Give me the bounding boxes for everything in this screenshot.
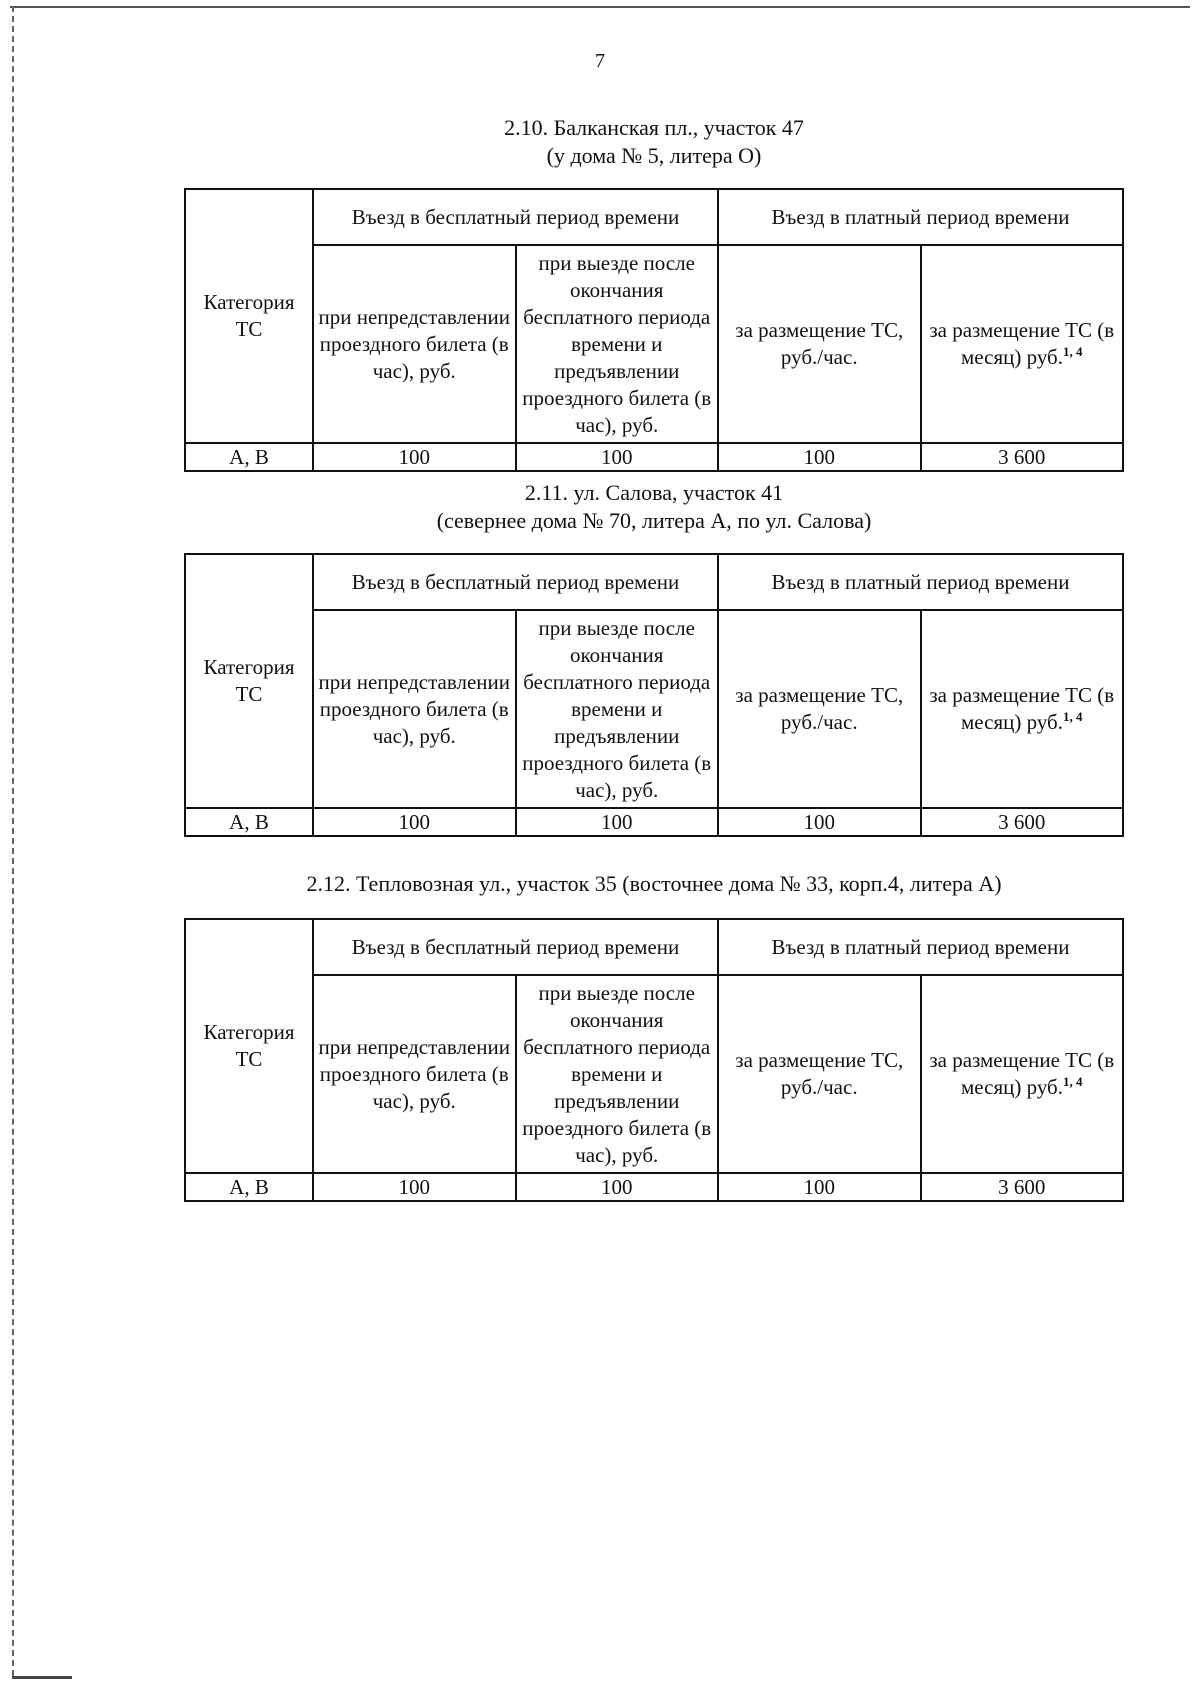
cell-category: А, В [185,443,313,471]
table-subheader-row [185,610,1123,808]
table-row [185,808,1123,836]
tariff-table [184,188,1124,472]
section-title [184,479,1124,535]
cell-free-exit-after: 100 [516,1173,719,1201]
table-row [185,1173,1123,1201]
header-free-exit-after: при выезде после окончания бесплатного периода времени и предъявлении проездного билета (в час), руб. [516,610,719,808]
header-paid-hourly: за размещение ТС, руб./час. [718,610,921,808]
header-paid-monthly-text: за размещение ТС (в месяц) руб. [929,683,1115,734]
header-paid-period: Въезд в платный период времени [718,554,1123,610]
header-free-period: Въезд в бесплатный период времени [313,919,718,975]
table-row [185,443,1123,471]
header-category: Категория ТС [185,554,313,808]
table-subheader-row [185,245,1123,443]
cell-free-no-ticket: 100 [313,1173,516,1201]
header-paid-monthly-text: за размещение ТС (в месяц) руб. [929,1048,1115,1099]
header-paid-period: Въезд в платный период времени [718,919,1123,975]
header-paid-hourly: за размещение ТС, руб./час. [718,975,921,1173]
section-title [184,114,1124,170]
section-title-line-2: (севернее дома № 70, литера А, по ул. Салова) [436,508,872,533]
cell-paid-monthly: 3 600 [921,808,1124,836]
table-header-row [185,189,1123,245]
header-free-no-ticket: при непредставлении проездного билета (в час), руб. [313,975,516,1173]
header-free-exit-after: при выезде после окончания бесплатного периода времени и предъявлении проездного билета (в час), руб. [516,975,719,1173]
cell-free-exit-after: 100 [516,808,719,836]
section-2-11 [184,479,1124,837]
page-border-bottom [12,1676,72,1679]
section-title-line-1: 2.12. Тепловозная ул., участок 35 (восточнее дома № 33, корп.4, литера А) [306,871,1002,896]
cell-category: А, В [185,1173,313,1201]
footnote-marker: 1, 4 [1062,344,1083,359]
header-free-no-ticket: при непредставлении проездного билета (в час), руб. [313,610,516,808]
cell-free-no-ticket: 100 [313,808,516,836]
footnote-marker: 1, 4 [1062,1074,1083,1089]
header-category: Категория ТС [185,189,313,443]
header-paid-monthly-text: за размещение ТС (в месяц) руб. [929,318,1115,369]
header-paid-monthly [921,245,1124,443]
cell-free-no-ticket: 100 [313,443,516,471]
footnote-marker: 1, 4 [1062,709,1083,724]
section-2-12 [184,870,1124,1202]
tariff-table [184,553,1124,837]
cell-paid-hourly: 100 [718,443,921,471]
page-border-left [12,6,14,1676]
section-title-line-1: 2.11. ул. Салова, участок 41 [524,480,784,505]
cell-free-exit-after: 100 [516,443,719,471]
header-free-no-ticket: при непредставлении проездного билета (в час), руб. [313,245,516,443]
table-header-row [185,919,1123,975]
section-title [184,870,1124,898]
header-paid-period: Въезд в платный период времени [718,189,1123,245]
header-paid-hourly: за размещение ТС, руб./час. [718,245,921,443]
header-free-period: Въезд в бесплатный период времени [313,554,718,610]
header-free-period: Въезд в бесплатный период времени [313,189,718,245]
header-free-exit-after: при выезде после окончания бесплатного периода времени и предъявлении проездного билета (в час), руб. [516,245,719,443]
cell-paid-monthly: 3 600 [921,1173,1124,1201]
section-title-line-2: (у дома № 5, литера О) [546,143,762,168]
section-2-10 [184,114,1124,472]
page-number: 7 [595,50,605,72]
cell-paid-hourly: 100 [718,1173,921,1201]
section-title-line-1: 2.10. Балканская пл., участок 47 [504,115,804,140]
cell-paid-monthly: 3 600 [921,443,1124,471]
header-paid-monthly [921,610,1124,808]
table-header-row [185,554,1123,610]
tariff-table [184,918,1124,1202]
page-border-top [10,6,1190,8]
table-subheader-row [185,975,1123,1173]
header-paid-monthly [921,975,1124,1173]
cell-category: А, В [185,808,313,836]
header-category: Категория ТС [185,919,313,1173]
cell-paid-hourly: 100 [718,808,921,836]
